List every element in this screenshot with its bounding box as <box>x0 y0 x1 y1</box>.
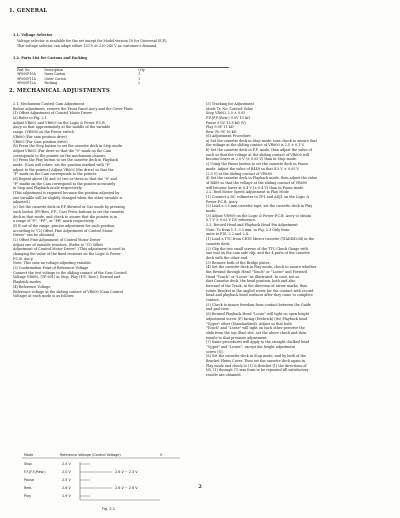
text-line: b) Set the cassette deck in F.F. mode, then adjust the value of <box>206 148 312 153</box>
text-line: "P" marks on the Cam correspond to the pointer accurately <box>13 181 116 186</box>
text-line: d) Set the cassette deck in Playback mode, then adjust the value <box>206 176 318 181</box>
text-line: adjustment screw (F) facing (Drehrich) (its) Playback head <box>206 316 308 321</box>
parts-col-description: Description <box>44 68 64 72</box>
text-line: Mode Tr. No. Control Value <box>206 106 253 111</box>
fig-range-label: 2.6 V ~ 2.3 V <box>115 470 138 474</box>
text-line: (6) Adjustment Procedure <box>206 134 251 138</box>
text-line: slide from the top (Bar) slot, set the above check and then <box>206 330 307 335</box>
part-no: 9P000P10A <box>17 72 36 77</box>
text-line: will become lower at 0.4 V (± 0.4 V) than in Pause mode. <box>206 185 305 190</box>
part-desc: Outer Carton <box>44 76 66 81</box>
text-line: each so that the voltage at the sliding contact of VR600 will <box>206 152 309 157</box>
text-line: (5) Tracking for Adjustment <box>206 102 254 106</box>
text-line: "Upper" and "Lower", except the height adjustment <box>206 344 296 349</box>
text-line: Reference voltage at the sliding contact of VR600 (Cam Control <box>13 289 123 294</box>
text-line: (3) Confirmation Point of Reference Voltage <box>13 266 89 271</box>
text-line: mode. <box>206 209 217 213</box>
text-line: adjusted.) <box>13 200 31 205</box>
text-line: Adjust one of variable resistors. (Refer to "(1) Offset <box>13 242 103 247</box>
section-1-heading: 1. GENERAL <box>9 8 48 14</box>
text-line: become lower at 2.0 V (± 0.05 V) than in Stop mode. <box>206 157 297 162</box>
text-line: Rew. Fo 9V 10 kΩ <box>206 130 237 135</box>
text-line: (4) Reference Voltage <box>13 284 51 289</box>
text-line: Play mode and check to (1) & Bracket (1) the directions of <box>206 363 307 368</box>
text-line: deck in that mode, and check to assure that the pointer is in <box>13 214 117 219</box>
text-line: in Stop and Playback mode respectively. <box>13 186 83 191</box>
text-line: deck with the other end. <box>206 255 249 260</box>
text-line: corresponds to the pointer on the mechanism chassis. <box>13 153 107 158</box>
parts-col-partno: Part No. <box>17 68 31 72</box>
part-qty: 1 <box>138 72 141 77</box>
text-line: screw (G). <box>206 349 224 354</box>
text-line: Adjust VR602 and VR603 on the Logic & Power P.C.B. <box>13 120 106 125</box>
text-line: forward of the Track, in the direction of arrow marks, then <box>206 284 308 288</box>
fig-mode-value: 2.0 V <box>62 470 71 474</box>
text-line: Voltage VR600, (TP 601) in Stop, Play (F.F., Rew.), Rewind and <box>13 275 121 280</box>
section-2-heading: 2. MECHANICAL ADJUSTMENTS <box>9 88 110 94</box>
text-line: Play 9.0V 11 kΩ <box>206 125 234 130</box>
text-line: the Rewind through Head "Touch" or "Loose" and Forward <box>206 269 308 274</box>
text-line: (f) If out of the range, precise adjustment for each position, <box>13 223 116 228</box>
text-line: rotate Bracket in the angled screw for the contact with record <box>206 288 314 293</box>
text-line: (2.5 V) at the sliding contact of VR600. <box>206 171 274 176</box>
fig-col-mode: Mode <box>24 453 34 457</box>
fig-mode-value: 1.9 V <box>62 494 71 498</box>
parts-table <box>17 68 150 86</box>
text-line: (3) Adjust VR909 on the Logic & Power P.C.B. Ass'y to obtain <box>206 213 311 218</box>
left-column <box>13 102 199 299</box>
text-line: mode. (Cam will rotate, set the position marked with "P" <box>13 162 111 167</box>
text-line: contact. <box>206 298 220 303</box>
text-line: cassette deck. <box>206 241 231 246</box>
table-row <box>17 81 150 85</box>
text-line: head and playback head surfaces after they come to complete <box>206 293 313 298</box>
text-line: (e) Set the cassette deck in F.F./Rewind or Cue mode by pressing <box>13 205 125 210</box>
text-line: one variable will be slightly changed when the other variable is <box>13 195 123 200</box>
text-line: Stop VR602 2.5 ± 0.05 <box>206 111 246 116</box>
text-line: a) Set the cassette deck in Stop mode, turn check to ensure that <box>206 138 317 143</box>
text-line: Before adjustment, remove the Front Panel Ass'y and the Cover Plate. <box>13 106 134 111</box>
text-line: Driver" can be obtained. <box>13 233 56 238</box>
voltage-selector-line-2: This voltage selector can adapt either 120 V or 220-240 V as customer's demand. <box>17 43 158 48</box>
text-line: Note: To from 1.1. 3.5 mm. to Fig. 2.3 Only from <box>206 227 290 232</box>
text-line: Adjust VR603 (Far drive so that the "0" mark on the Cam <box>13 148 112 153</box>
fig-caption: Fig. 2.1 <box>102 507 116 511</box>
voltage-diagram <box>20 452 190 512</box>
text-line: (d) Repeat above (b) and (c) two or three so that the "0" and <box>13 177 117 181</box>
text-line: (2) Clip the two small screws of the TTC Check Gauge with <box>206 246 308 251</box>
fig-mode-label: Rew. <box>24 486 32 490</box>
text-line: "P" mark on the Cam corresponds to the pointer. <box>13 172 97 177</box>
parts-table-rule <box>17 67 229 68</box>
text-line: Note: This case no voltage adjusting variable. <box>13 261 92 266</box>
text-line: (4) Set the cassette deck in Play mode, check to assure whether <box>206 265 317 270</box>
text-line: results are obtained. <box>206 373 242 378</box>
text-line: (1) Connect a DC voltmeter to TP1 and ADJ1 on the Logic & <box>206 194 310 199</box>
text-line: (3) Remove both of the Bridge plates. <box>206 260 271 265</box>
right-column <box>206 134 394 378</box>
text-line: (This adjustment is required because the position adjusted by <box>13 191 120 196</box>
text-line: "Upper" other (Standardized). Adjust so that both <box>206 321 292 326</box>
fig-col-unit: V <box>160 453 163 457</box>
text-line: F.F.(F.F./Rew.) 9.0V 13 kΩ <box>206 116 250 121</box>
text-line: (a) Refer to Fig. 2.1 <box>13 116 47 121</box>
text-line: tensile to that pressure adjustment. <box>206 335 268 340</box>
text-line: (6) Rewind Playback Head "Loose" will tight on open height <box>206 312 310 317</box>
text-line: changing the value of the fixed resistors on the Logic & Power <box>13 252 121 256</box>
text-line: VR600 (Far cam position drive) <box>13 134 67 139</box>
text-line: Head "Touch" or "Loose" as illustrated. In case, not so <box>206 274 300 279</box>
text-line: (c) Press the Play button to set the cassette deck in Playback <box>13 158 119 163</box>
part-no: 9P000P12A <box>17 81 36 86</box>
fig-mode-value: 2.5 V <box>62 478 71 482</box>
text-line: (2) Offset Fine Adjustment of Control Motor Driver <box>13 237 101 242</box>
text-line: and pad view. <box>206 307 230 312</box>
fig-mode-label: Stop <box>24 462 32 466</box>
text-line: one end on the cam side clip, and the 4 parts of the cassette <box>206 251 310 256</box>
reference-voltage-figure <box>20 452 190 512</box>
voltage-selector-title: 1.1. Voltage Selector <box>13 33 53 37</box>
fig-mode-value: 2.5 V <box>62 462 71 466</box>
parts-col-qty: Q'ty <box>138 68 145 72</box>
text-line: Bracket Plates Cover. Then set the cassette deck again in <box>206 359 305 363</box>
text-line: according to "(2) Offset Fine Adjustment of Control Motor <box>13 228 113 233</box>
text-line: 2.2. Reel Motor Speed Adjustment in Play Mode <box>206 190 289 195</box>
text-line: "Touch" and "Loose" will tight on each other perceive the <box>206 326 305 331</box>
part-desc: Inner Carton <box>44 72 66 77</box>
fig-mode-label: Play <box>24 494 32 498</box>
part-qty: 1 <box>138 76 141 81</box>
text-line: mode. Adjust the value of R449 so that 4.5 V ± 0.05 V <box>206 166 299 171</box>
parts-list-title: 1.2. Parts List for Cartons and Packing <box>13 56 87 60</box>
part-desc: Packing <box>44 81 58 86</box>
text-line: that Cassette deck, the head position, both and also <box>206 279 296 284</box>
text-line: (2) Load a 3.5 mm cassette tape, set the cassette deck in Play <box>206 204 313 209</box>
text-line: adjust to the pointer.) Adjust VR602 (Far drive) so that the <box>13 167 114 172</box>
text-line: (1) Load a TTC from CRTS Mirror cassette (TIADIM204) in the <box>206 237 315 242</box>
text-line: (5) Check to insure freedom from contact between the Guide <box>206 302 312 307</box>
text-line: range. (VR600 on the Power switch. <box>13 130 76 135</box>
text-line: c) Using the Pause button to set the cassette deck in Pause <box>206 162 308 167</box>
text-line: Ass'y so that approximately at the middle of the variable <box>13 125 111 130</box>
text-line: a range of "F", "FF", or "FR" mark respectively. <box>13 219 95 224</box>
text-line: 0.7 V ± 0.02 V DC reference. <box>206 218 257 223</box>
text-line: (b) Press the Stop button to set the cassette deck in Stop mode. <box>13 144 123 149</box>
fig-mode-label: F.F.(F.F./Rew.) <box>24 470 46 474</box>
text-line: Connect the test voltage to the sliding contact of the Cam Control <box>13 270 127 275</box>
text-line: of R469 so that the voltage at the sliding contact of VR600 <box>206 180 308 185</box>
text-line: Voltage) at each mode is as follows: <box>13 294 75 299</box>
fig-mode-value: 2.6 V <box>62 486 71 490</box>
text-line: (7) Same procedures will apply to the straight chalked head <box>206 340 310 345</box>
part-no: 9P000P11A <box>17 76 36 81</box>
text-line: P.C.B. Ass'y. <box>13 256 34 261</box>
fig-col-voltage: Reference Voltage (Control Voltage) <box>60 453 121 457</box>
page-number: 2 <box>198 484 202 490</box>
text-line: Playback modes. <box>13 280 42 285</box>
text-line: Adjustment of Control Motor Driver".) This adjustment is used to <box>13 247 126 252</box>
text-line: Power P.C.B. Ass'y. <box>206 199 239 204</box>
text-line: 2.3. Record Head and Playback Head Pin Adjustment <box>206 223 298 228</box>
text-line: each button (FF/Rew, F.F., Cue) Press buttons to set the cassette <box>13 209 125 214</box>
fig-range-label: 2.6 V ~ 2.6 V <box>115 486 138 490</box>
text-line: (1) Offset Adjustment of Control Motor Driver <box>13 111 93 116</box>
text-line: (d), (1) through (7) was form to be repeated till satisfactory <box>206 368 309 373</box>
text-line: 2.1. Mechanism Control Cam Adjustment <box>13 102 85 106</box>
part-qty: 2 <box>138 81 141 86</box>
text-line: VR603 (Far Cam position drive) <box>13 139 68 144</box>
text-line: units to FIG. 2.2 and 2.4. <box>206 232 249 237</box>
text-line: Pause 9.0V 13.8 kΩ (V) <box>206 120 246 125</box>
voltage-selector-line-1: Voltage selector is available for the set except for Model version 10 for Universal (E,F). <box>17 39 168 43</box>
text-line: (8) Set the cassette deck in Stop mode, and by both of the <box>206 354 306 359</box>
right-column-top <box>206 102 394 135</box>
fig-mode-label: Pause <box>24 478 34 482</box>
text-line: the voltage at the sliding contact of VR600 is 2.5 ± 0.1 V. <box>206 143 305 148</box>
